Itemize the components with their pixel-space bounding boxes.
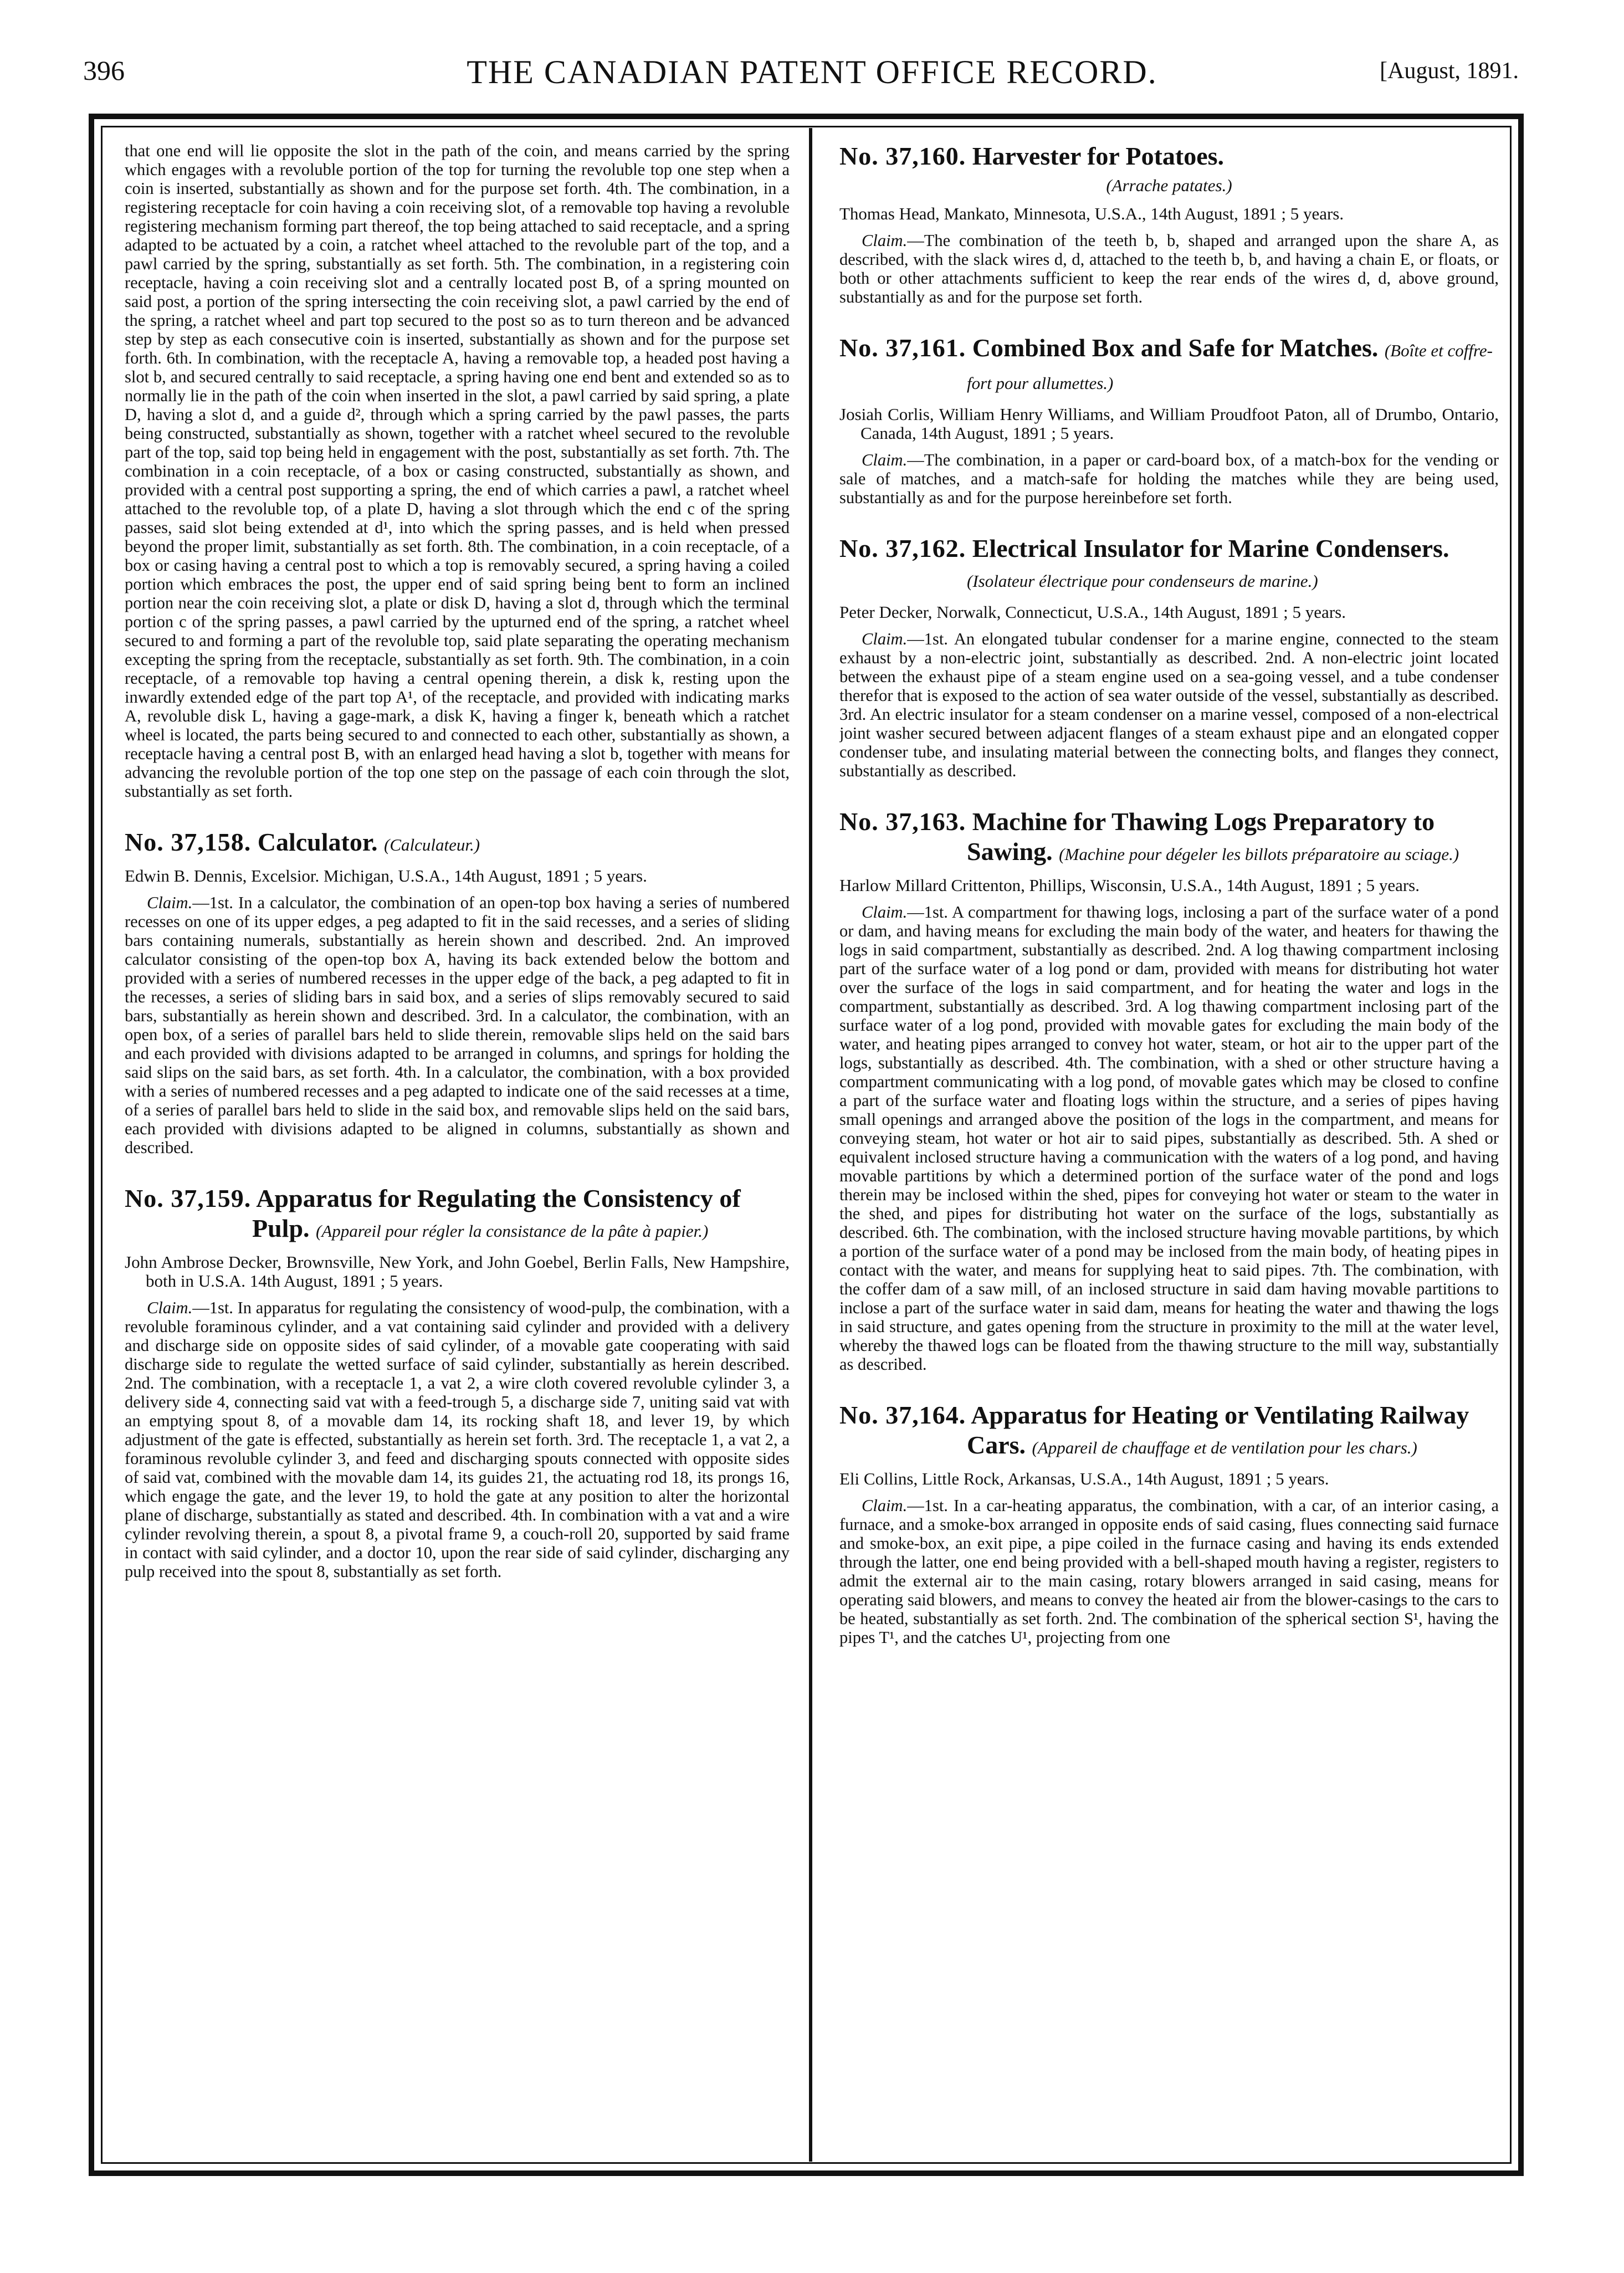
claim-text bbox=[839, 1496, 1499, 1647]
claim-body: —The combination, in a paper or card-board box, of a match-box for the vending or sale of matches, and a match-safe for holding the matches while they are being used, substantially as and for the purpose hereinbefore set forth. bbox=[839, 450, 1499, 507]
issue-date: [August, 1891. bbox=[1380, 58, 1519, 84]
patent-number: No. 37,160. bbox=[839, 142, 966, 170]
claim-text bbox=[839, 231, 1499, 306]
patent-title: Machine for Thawing Logs Preparatory to Sawing. bbox=[967, 807, 1435, 866]
claim-label: Claim. bbox=[862, 1496, 908, 1515]
claim-text bbox=[839, 629, 1499, 780]
patentee: Eli Collins, Little Rock, Arkansas, U.S.A., 14th August, 1891 ; 5 years. bbox=[839, 1469, 1329, 1488]
patentee: John Ambrose Decker, Brownsville, New York, and John Goebel, Berlin Falls, New Hampshire, both in U.S.A. 14th August, 1891 ; 5 years. bbox=[125, 1252, 790, 1291]
patent-entry bbox=[839, 333, 1499, 507]
claim-text bbox=[125, 1298, 790, 1581]
left-column bbox=[125, 141, 790, 2148]
patent-heading bbox=[839, 1400, 1499, 1463]
patent-entry bbox=[839, 534, 1499, 780]
patent-title: Electrical Insulator for Marine Condensers. bbox=[972, 534, 1449, 562]
patent-entry bbox=[125, 1184, 790, 1581]
patent-title: Apparatus for Regulating the Consistency of Pulp. bbox=[252, 1184, 741, 1242]
claim-body: —1st. In a calculator, the combination of an open-top box having a series of numbered recesses on one of its upper edges, a peg adapted to fit in the said recesses, and a series of sliding bars containing numerals, substantially as herein shown and described. 2nd. An improved calculator consisting of the open-top box A, having its back extended below the bottom and provided with a series of numbered recesses in the upper edge of the back, a peg adapted to fit in the recesses, a series of sliding bars in said box, and a series of slips removably secured to said bars, substantially as herein shown and described. 3rd. In a calculator, the combination, with an open box, of a series of parallel bars held to slide therein, removable slips held on the said bars and each provided with divisions adapted to be arranged in columns, and springs for holding the said slips on the said bars, as set forth. 4th. In a calculator, the combination, with a box provided with a series of numbered recesses and a peg adapted to indicate one of the said recesses at a time, of a series of parallel bars held to slide in the said box, and removable slips held on the said bars, each provided with divisions adapted to be aligned in columns, substantially as shown and described. bbox=[125, 893, 790, 1157]
patent-french-title: (Appareil pour régler la consistance de la pâte à papier.) bbox=[316, 1221, 709, 1241]
patent-number: No. 37,158. bbox=[125, 828, 252, 856]
claim-text bbox=[125, 893, 790, 1157]
claim-text bbox=[839, 450, 1499, 507]
patent-number: No. 37,162. bbox=[839, 534, 966, 562]
patent-entry bbox=[839, 141, 1499, 306]
patent-entry bbox=[125, 827, 790, 1157]
claim-label: Claim. bbox=[862, 629, 908, 648]
claim-label: Claim. bbox=[147, 893, 193, 912]
patent-number: No. 37,159. bbox=[125, 1184, 252, 1212]
claim-body: —1st. A compartment for thawing logs, inclosing a part of the surface water of a pond or dam, and having means for excluding the main body of the water, and heaters for thawing the logs in said compartment, substantially as described. 2nd. A log thawing compartment inclosing part of the surface water of a log pond or dam, provided with means for distributing hot water over the surface of the logs in said compartment, and for heating the water and logs in the compartment, substantially as described. 3rd. A log thawing compartment inclosing part of the surface water of a log pond, provided with movable gates for excluding the main body of the water, and heating pipes arranged to convey hot water, steam, or hot air to the upper part of the logs, substantially as described. 4th. The combination, with a shed or other structure having a compartment communicating with a log pond, of movable gates which may be closed to confine a part of the surface water and floating logs within the structure, and a series of pipes having small openings and arranged above the position of the logs in the compartment, and means for conveying steam, hot water or hot air to said pipes, substantially as described. 5th. A shed or equivalent inclosed structure having a communication with the waters of a log pond, and having movable partitions by which a determined portion of the surface water of the pond and logs therein may be inclosed within the shed, pipes for conveying hot water or steam to the water in the shed, and pipes for distributing hot water on the surface of the logs, substantially as described. 6th. The combination, with the inclosed structure having movable partitions, by which a portion of the surface water of a pond may be inclosed from the main body, of heating pipes in contact with the water, and means for supplying heat to said pipes. 7th. The combination, with the coffer dam of a saw mill, of an inclosed structure in said dam having movable partitions to inclose a part of the surface water in said dam, means for heating the water and thawing the logs in said structure, and gates opening from the structure in proximity to the mill at the water level, whereby the thawed logs can be floated from the thawing structure to the mill way, substantially as described. bbox=[839, 903, 1499, 1374]
patent-title: Harvester for Potatoes. bbox=[972, 142, 1225, 170]
patentee: Peter Decker, Norwalk, Connecticut, U.S.A., 14th August, 1891 ; 5 years. bbox=[839, 602, 1346, 622]
patent-heading bbox=[839, 807, 1499, 869]
claim-body: —1st. In apparatus for regulating the consistency of wood-pulp, the combination, with a revoluble foraminous cylinder, and a vat containing said cylinder and provided with a delivery and discharge side on opposite sides of said cylinder, of a movable gate cooperating with said discharge side to regulate the wetted surface of said cylinder, substantially as herein described. 2nd. The combination, with a receptacle 1, a vat 2, a wire cloth covered revoluble cylinder 3, a delivery side 4, connecting said vat with a feed-trough 5, a discharge side 7, uniting said vat with an emptying spout 8, of a movable dam 14, its rocking shaft 18, and lever 19, by which adjustment of the gate is effected, substantially as herein set forth. 3rd. The receptacle 1, a vat 2, a foraminous revoluble cylinder 3, and feed and discharging spouts connected with opposite sides of said vat, combined with the movable dam 14, its guides 21, the actuating rod 18, its prongs 16, which engage the gate, and the lever 19, to hold the gate at any position to alter the horizontal plane of discharge, substantially as stated and described. 4th. In combination with a vat and a wire cylinder revolving therein, a spout 8, a pivotal frame 9, a couch-roll 20, supported by said frame in contact with said cylinder, and a doctor 10, upon the rear side of said cylinder, discharging any pulp received into the spout 8, substantially as set forth. bbox=[125, 1298, 790, 1581]
patent-entry bbox=[839, 807, 1499, 1374]
patent-french-title: (Calculateur.) bbox=[384, 835, 480, 854]
continued-claims bbox=[125, 141, 790, 801]
patent-heading bbox=[839, 141, 1499, 171]
patent-french-title: (Isolateur électrique pour condenseurs de marine.) bbox=[967, 571, 1318, 591]
publication-title: THE CANADIAN PATENT OFFICE RECORD. bbox=[467, 54, 1157, 90]
patent-french-title: (Arrache patates.) bbox=[1106, 176, 1232, 195]
patent-title: Apparatus for Heating or Ventilating Railway Cars. bbox=[967, 1401, 1469, 1459]
patent-heading bbox=[839, 333, 1499, 398]
claim-label: Claim. bbox=[862, 231, 908, 250]
patent-entry bbox=[839, 1400, 1499, 1647]
patent-number: No. 37,163. bbox=[839, 807, 966, 836]
patent-french-title: (Appareil de chauffage et de ventilation pour les chars.) bbox=[1032, 1438, 1417, 1457]
patent-number: No. 37,164. bbox=[839, 1401, 966, 1429]
claim-label: Claim. bbox=[862, 450, 908, 469]
patentee: Josiah Corlis, William Henry Williams, and William Proudfoot Paton, all of Drumbo, Ontario, Canada, 14th August, 1891 ; 5 years. bbox=[839, 405, 1499, 443]
page-number: 396 bbox=[83, 55, 125, 86]
patent-heading bbox=[839, 534, 1499, 596]
claim-body: —1st. In a car-heating apparatus, the combination, with a car, of an interior casing, a furnace, and a smoke-box arranged in opposite ends of said casing, flues connecting said furnace and smoke-box, an exit pipe, a pipe coiled in the furnace casing and having its ends extended through the latter, one end being provided with a bell-shaped mouth having a register, registers to admit the external air to the main casing, rotary blowers arranged in said casing, means for operating said blowers, and means to convey the heated air from the blower-casings to the cars to be heated, substantially as set forth. 2nd. The combination of the spherical section S¹, having the pipes T¹, and the catches U¹, projecting from one bbox=[839, 1496, 1499, 1647]
patent-title: Calculator. bbox=[257, 828, 378, 856]
patent-title: Combined Box and Safe for Matches. bbox=[972, 334, 1379, 362]
continued-claim-text: that one end will lie opposite the slot in the path of the coin, and means carried by the spring which engages with a revoluble portion of the top for turning the revoluble top one step when a coin is inserted, substantially as shown and for the purpose set forth. 4th. The combination, in a registering receptacle for coin having a coin receiving slot, of a removable top having a revoluble registering mechanism forming part thereof, the top being attached to said receptacle, and a spring adapted to be actuated by a coin, a ratchet wheel attached to the revoluble part of the top, and a pawl carried by the spring, substantially as set forth. 5th. The combination, in a registering coin receptacle, having a coin receiving slot and a centrally located post B, of a spring mounted on said post, a portion of the spring intersecting the coin receiving slot, a pawl carried by the end of the spring, a ratchet wheel and part top secured to the post so as to turn thereon and be advanced step by step as each consecutive coin is inserted, substantially as shown and for the purpose set forth. 6th. In combination, with the receptacle A, having a removable top, a headed post having a slot b, and secured centrally to said receptacle, a spring having one end bent and extended so as to normally lie in the path of the coin when inserted in the slot, a pawl carried by said spring, a plate D, having a slot d, and a guide d², through which a spring carried by the pawl passes, the parts being constructed, substantially as shown, together with a ratchet wheel secured to the revoluble part of the top, said top being held in engagement with the post, substantially as set forth. 7th. The combination in a coin receptacle, of a box or casing constructed, substantially as shown, and provided with a central post supporting a spring, the end of which carries a pawl, a ratchet wheel attached to the revoluble top, of a plate D, having a slot through which the end c of the spring passes, said slot being extended at d¹, into which the spring passes, and is held when pressed beyond the proper limit, substantially as set forth. 8th. The combination, in a coin receptacle, of a box or casing having a central post to which a top is removably secured, a spring having a coiled portion which embraces the post, the upper end of said spring being bent to form an inclined portion near the coin receiving slot, a plate or disk D, having a slot d, through which the terminal portion c of the spring passes, a pawl carried by the upturned end of the spring, a ratchet wheel secured to and forming a part of the revoluble top, said plate separating the operating mechanism excepting the spring from the receptacle, substantially as set forth. 9th. The combination, in a coin receptacle, of a removable top having a central opening therein, a disk k, resting upon the inwardly extended edge of the part top A¹, of the receptacle, and provided with indicating marks A, revoluble disk L, having a gage-mark, a disk K, having a finger k, beneath which a ratchet wheel is located, the parts being secured to and connected to each other, substantially as shown, a receptacle having a central post B, with an enlarged head having a slot b, together with means for advancing the revoluble portion of the top one step on the passage of each coin through the slot, substantially as set forth. bbox=[125, 141, 790, 801]
patentee: Harlow Millard Crittenton, Phillips, Wisconsin, U.S.A., 14th August, 1891 ; 5 years. bbox=[839, 876, 1420, 895]
patent-french-title: (Boîte et coffre-fort pour allumettes.) bbox=[967, 341, 1493, 393]
claim-label: Claim. bbox=[862, 903, 908, 922]
right-column bbox=[839, 141, 1499, 2148]
patent-heading bbox=[125, 827, 790, 860]
claim-text bbox=[839, 903, 1499, 1374]
patent-number: No. 37,161. bbox=[839, 334, 966, 362]
patent-heading bbox=[125, 1184, 790, 1246]
patentee: Thomas Head, Mankato, Minnesota, U.S.A., 14th August, 1891 ; 5 years. bbox=[839, 204, 1344, 223]
column-divider bbox=[809, 128, 812, 2162]
claim-body: —1st. An elongated tubular condenser for a marine engine, connected to the steam exhaust by a non-electric joint, substantially as described. 2nd. A non-electric joint located between the exhaust pipe of a steam engine used on a sea-going vessel, and a tube condenser therefor that is exposed to the action of sea water outside of the vessel, substantially as described. 3rd. An electric insulator for a steam condenser on a marine vessel, composed of a non-electrical joint washer secured between adjacent flanges of a steam exhaust pipe and an elongated copper condenser tube, and insulating material between the connecting bolts, and flanges they connect, substantially as described. bbox=[839, 629, 1499, 780]
claim-body: —The combination of the teeth b, b, shaped and arranged upon the share A, as described, with the slack wires d, d, attached to the teeth b, b, and having a chain E, or floats, or both or other attachments sufficient to keep the rear ends of the wires d, d, above ground, substantially as and for the purpose set forth. bbox=[839, 231, 1499, 306]
page-frame bbox=[89, 114, 1524, 2176]
patentee: Edwin B. Dennis, Excelsior. Michigan, U.S.A., 14th August, 1891 ; 5 years. bbox=[125, 866, 647, 885]
patent-french-title: (Machine pour dégeler les billots préparatoire au sciage.) bbox=[1059, 844, 1459, 864]
page-header bbox=[0, 0, 1624, 105]
claim-label: Claim. bbox=[147, 1298, 193, 1317]
